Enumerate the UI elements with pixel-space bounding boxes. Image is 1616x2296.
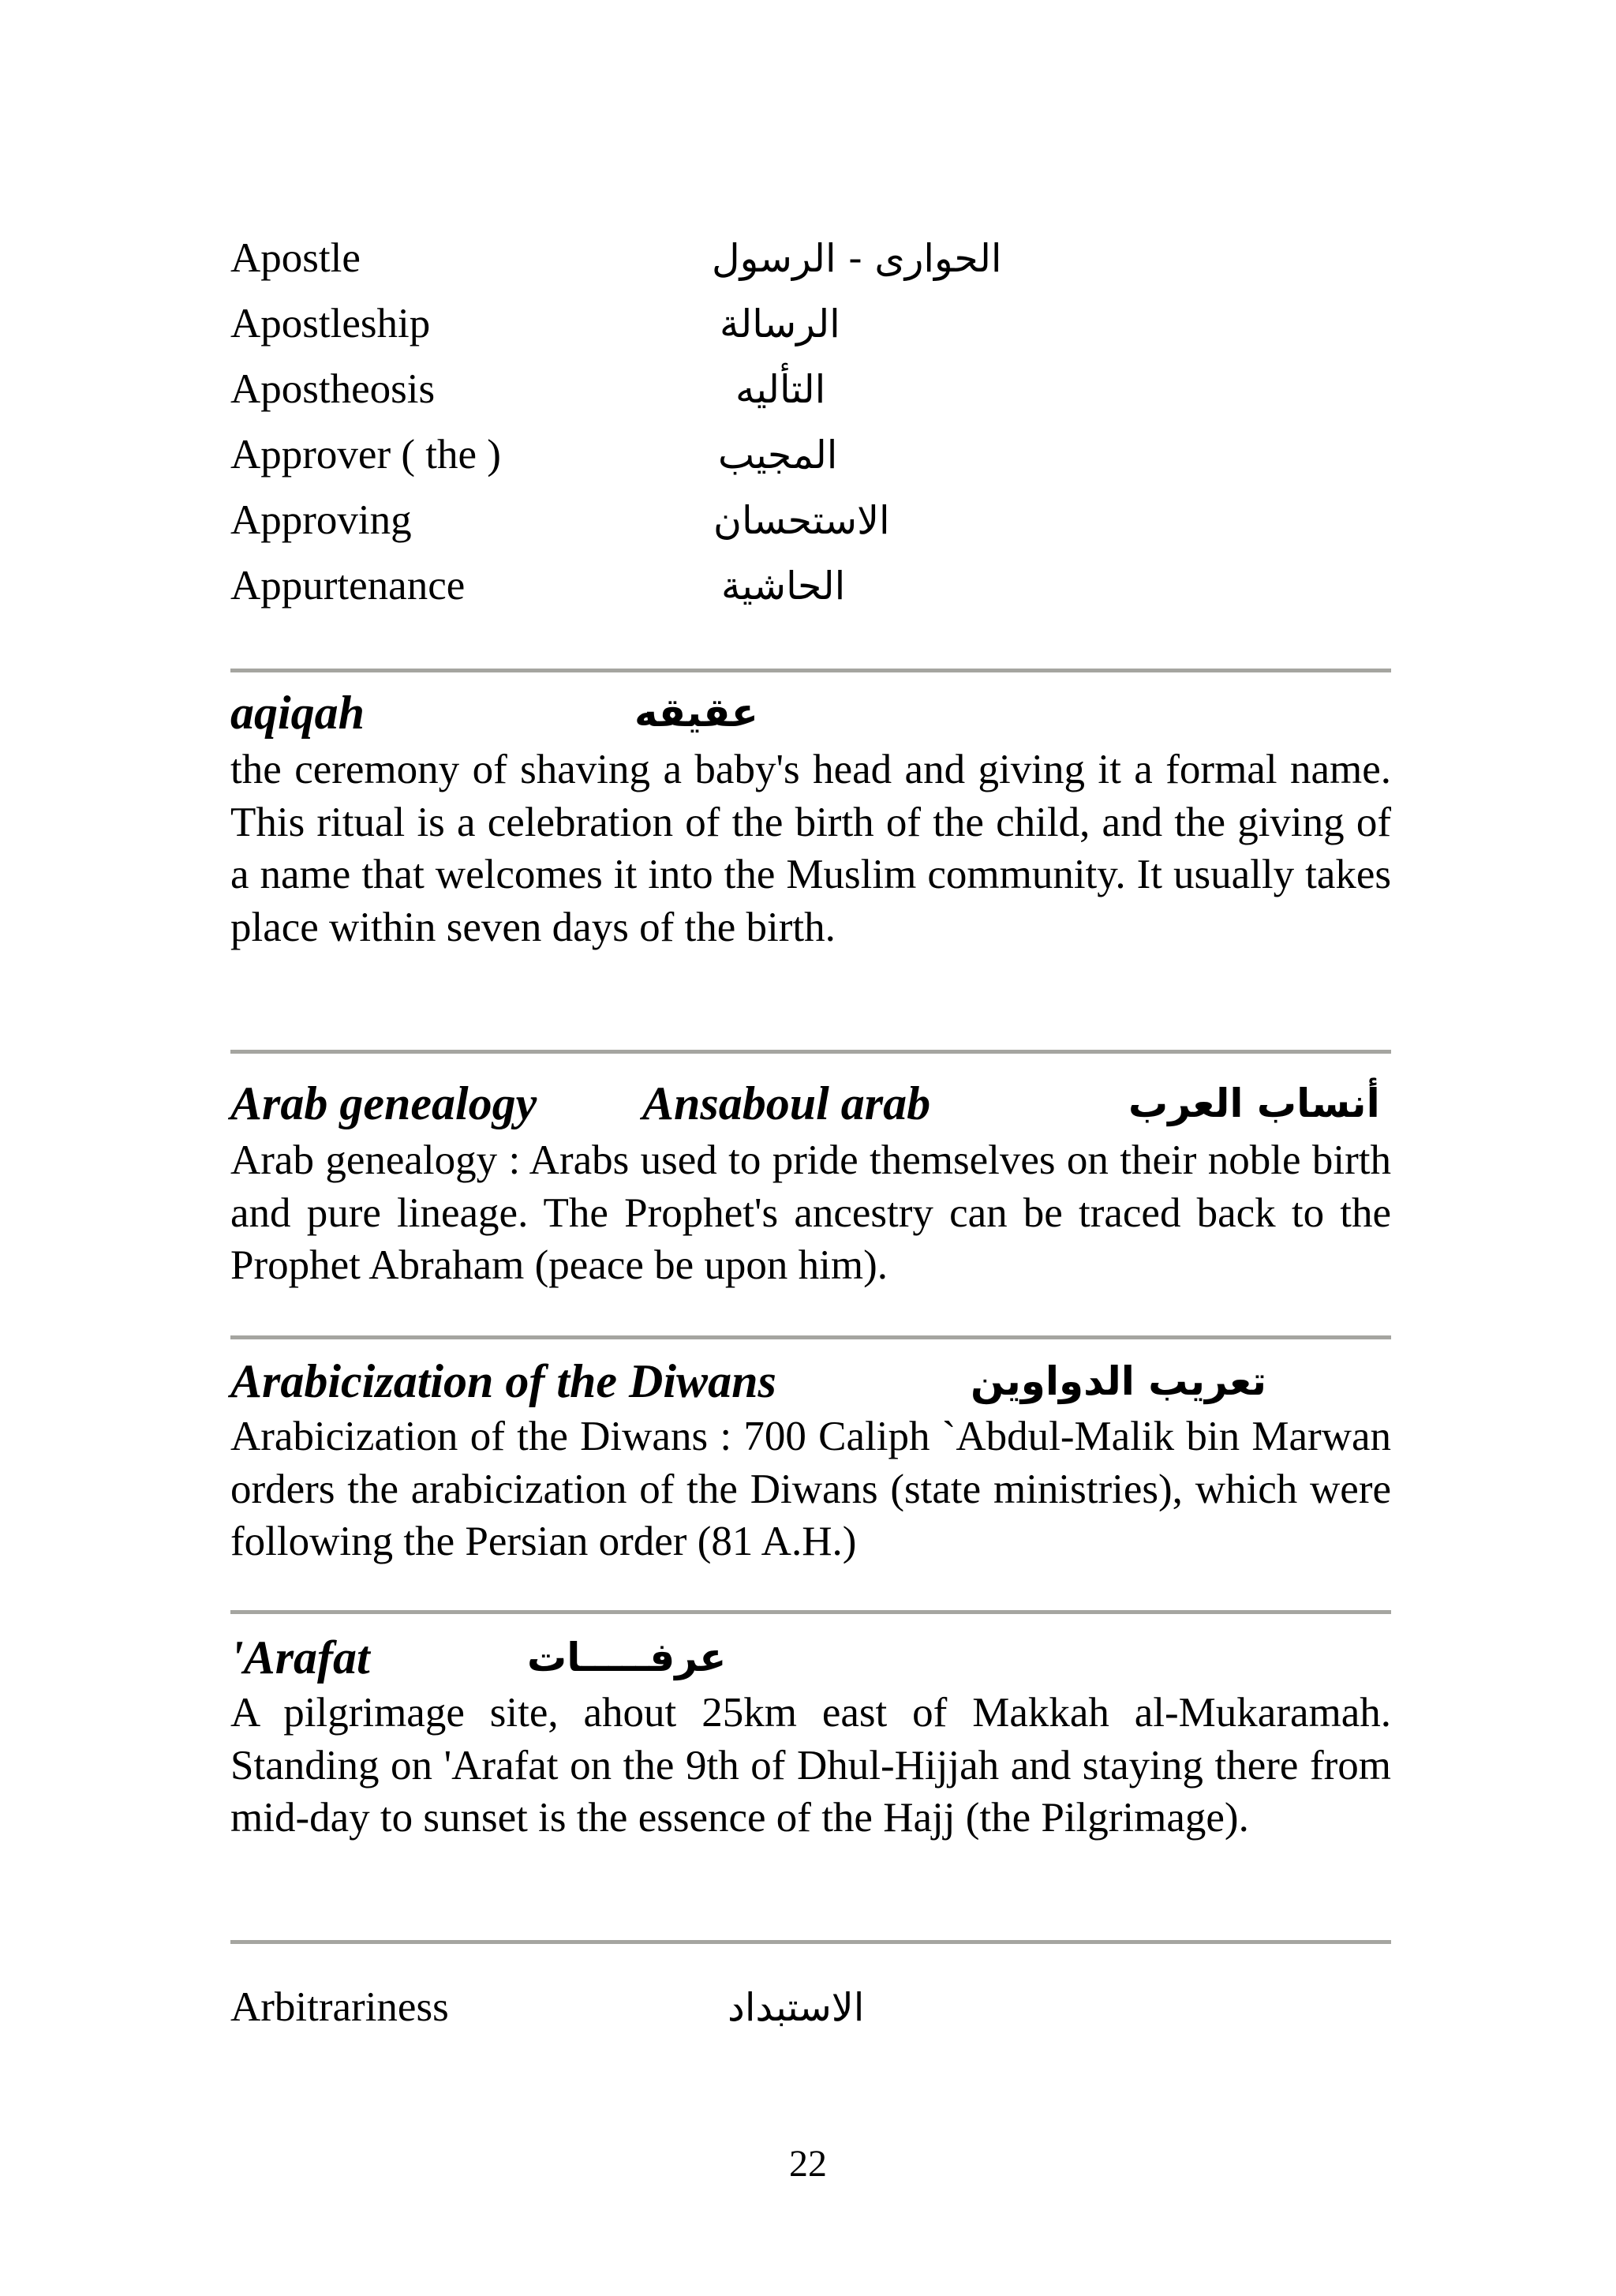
english-term: Approving — [230, 497, 412, 543]
entry-definition: Arab genealogy : Arabs used to pride themselves on their noble birth and pure lineage. The Prophet's ancestry can be traced back to the Prophet Abraham (peace be upon him). — [230, 1137, 1391, 1288]
word-pair — [230, 291, 1398, 357]
entry-term: 'Arafat — [230, 1631, 370, 1684]
english-term: Appurtenance — [230, 563, 466, 609]
arabic-term: الاستبداد — [728, 1985, 865, 2030]
arabic-term: الحاشية — [721, 564, 846, 609]
section-divider — [230, 1335, 1391, 1339]
entry-heading — [230, 1627, 1398, 1687]
english-term: Approver ( the ) — [230, 432, 501, 478]
word-pair — [230, 226, 1398, 291]
page-number: 22 — [789, 2143, 827, 2185]
entry-term: Arab genealogy — [230, 1077, 537, 1129]
entry-arabic-term: تعريب الدواوين — [971, 1358, 1267, 1404]
section-divider — [230, 1940, 1391, 1944]
word-pair — [230, 357, 1398, 422]
word-pair — [230, 422, 1398, 488]
entry-arabic-term: عقيقه — [634, 690, 758, 736]
entry-definition: the ceremony of shaving a baby's head and giving it a formal name. This ritual is a celebration of the birth of the child, and the giving of a name that welcomes it into the Muslim community. It usually takes place within seven days of the birth. — [230, 747, 1391, 950]
arabic-term: المجيب — [718, 433, 838, 478]
entry-heading — [230, 1351, 1398, 1411]
arabic-term: الاستحسان — [713, 498, 890, 543]
entry-arabic-term: عرفـــــات — [527, 1635, 727, 1680]
arabic-term: التأليه — [735, 367, 826, 412]
english-term: Arbitrariness — [230, 1984, 449, 2030]
word-pair — [230, 1975, 1398, 2040]
section-divider — [230, 1050, 1391, 1054]
entry-heading — [230, 1073, 1398, 1133]
word-pair — [230, 488, 1398, 553]
word-pair — [230, 553, 1398, 619]
arabic-term: الحوارى - الرسول — [712, 236, 1002, 281]
entry-definition: A pilgrimage site, ahout 25km east of Makkah al-Mukaramah. Standing on 'Arafat on the 9th of Dhul-Hijjah and staying there from mid-day to sunset is the essence of the Hajj (the Pilgrimage). — [230, 1690, 1391, 1841]
entry-heading — [230, 683, 1398, 743]
glossary-word-list — [230, 1975, 1398, 2040]
english-term: Apostle — [230, 235, 361, 281]
section-divider — [230, 1610, 1391, 1614]
entry-term: Arabicization of the Diwans — [230, 1355, 776, 1407]
entry-transliteration: Ansaboul arab — [642, 1077, 931, 1129]
entry-term: aqiqah — [230, 687, 365, 739]
section-divider — [230, 669, 1391, 672]
arabic-term: الرسالة — [720, 302, 840, 346]
entry-arabic-term: أنساب العرب — [1128, 1081, 1380, 1126]
english-term: Apostleship — [230, 301, 431, 346]
entry-definition: Arabicization of the Diwans : 700 Caliph `Abdul-Malik bin Marwan orders the arabicization of the Diwans (state ministries), which were following the Persian order (81 A.H.) — [230, 1414, 1391, 1564]
english-term: Apostheosis — [230, 366, 436, 412]
glossary-word-list — [230, 226, 1398, 619]
